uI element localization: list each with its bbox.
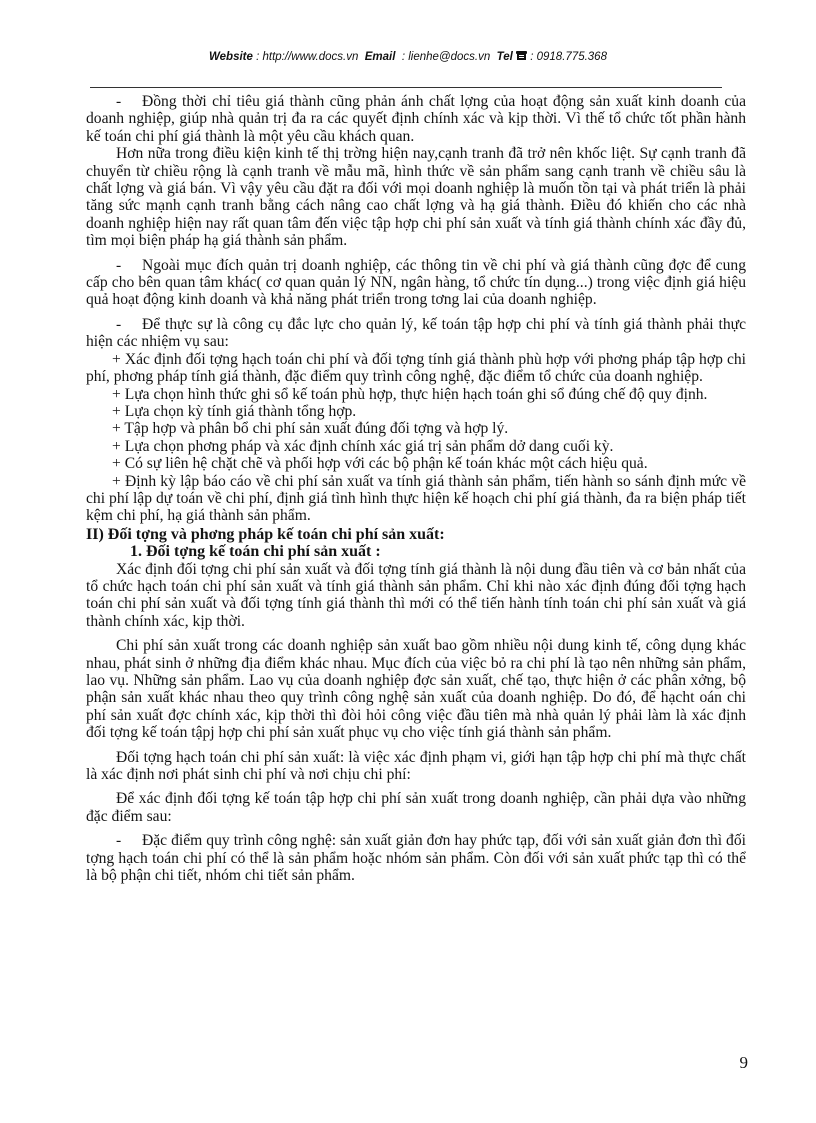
paragraph: Xác định đối tợng chi phí sản xuất và đối tợng tính giá thành là nội dung đầu tiên và cơ bản nhất của tổ chức hạch toán chi phí sản xuất và tính giá thành sản phẩm. Chỉ khi nào xác định đúng đối tợng hạch toán chi phí sản xuất và đối tợng tính giá thành thì mới có thể tiến hành tính toán chi phí sản xuất và giá thành chính xác, kịp thời. xyxy=(86,560,746,630)
page-header xyxy=(0,50,816,64)
page-number: 9 xyxy=(739,1053,748,1072)
list-item: + Xác định đối tợng hạch toán chi phí và đối tợng tính giá thành phù hợp với phơng pháp tập hợp chi phí, phơng pháp tính giá thành, đặc điểm quy trình công nghệ, đặc điểm tổ chức của doanh nghiệp. xyxy=(86,350,746,386)
website-value[interactable]: : http://www.docs.vn xyxy=(256,51,359,63)
list-item: + Lựa chọn phơng pháp và xác định chính xác giá trị sản phẩm dở dang cuối kỳ. xyxy=(112,437,614,455)
paragraph xyxy=(86,93,746,145)
subsection-heading: 1. Đối tợng kế toán chi phí sản xuất : xyxy=(130,543,381,561)
dash-bullet: - xyxy=(116,315,122,333)
dash-bullet: - xyxy=(116,93,122,110)
section-heading: II) Đối tợng và phơng pháp kế toán chi phí sản xuất: xyxy=(86,525,445,543)
list-item: + Tập hợp và phân bổ chi phí sản xuất đúng đối tợng và hợp lý. xyxy=(112,420,509,438)
list-item: + Có sự liên hệ chặt chẽ và phối hợp với các bộ phận kế toán khác một cách hiệu quả. xyxy=(112,455,648,473)
list-item: + Lựa chọn kỳ tính giá thành tổng hợp. xyxy=(112,402,357,420)
paragraph-text: Đồng thời chỉ tiêu giá thành cũng phản ánh chất lợng của hoạt động sản xuất kinh doanh của doanh nghiệp, giúp nhà quản trị đa ra các quyết định chính xác và kịp thời. Vì thế tổ chức tốt phần hành kế toán chi phí giá thành là một yêu cầu khách quan. xyxy=(86,93,746,145)
list-item: + Định kỳ lập báo cáo về chi phí sản xuất va tính giá thành sản phẩm, tiến hành so sánh định mức về chi phí lập dự toán về chi phí, định giá tình hình thực hiện kế hoạch chi phí giá thành, đa ra biện pháp tiết kệm chi phí, hạ giá thành sản phẩm. xyxy=(86,472,746,525)
email-label: Email xyxy=(364,51,396,63)
paragraph xyxy=(86,832,746,884)
header-divider xyxy=(90,87,722,88)
list-item: + Lựa chọn hình thức ghi sổ kế toán phù hợp, thực hiện hạch toán ghi sổ đúng chế độ quy định. xyxy=(112,385,708,403)
paragraph-text: Để thực sự là công cụ đắc lực cho quản lý, kế toán tập hợp chi phí và tính giá thành phải thực hiện các nhiệm vụ sau: xyxy=(86,315,746,351)
paragraph-text: Đặc điểm quy trình công nghệ: sản xuất giản đơn hay phức tạp, đối với sản xuất giản đơn thì đối tợng hạch toán chi phí có thể là sản phẩm hoặc nhóm sản phẩm. Còn đối với sản xuất phức tạp thì có thể là bộ phận chi tiết, nhóm chi tiết sản phẩm. xyxy=(86,832,746,885)
paragraph: Chi phí sản xuất trong các doanh nghiệp sản xuất bao gồm nhiều nội dung kinh tế, công dụng khác nhau, phát sinh ở những địa điểm khác nhau. Mục đích của việc bỏ ra chi phí là tạo nên những sản phẩm, lao vụ. Những sản phẩm. Lao vụ của doanh nghiệp đợc sản xuất, chế tạo, thực hiện ở các phân xởng, bộ phận sản xuất khác nhau theo quy trình công nghệ sản xuất của doanh nghiệp. Do đó, để hạcht oán chi phí sản xuất đợc chính xác, kịp thời thì đòi hỏi công việc đầu tiên mà nhà quản lý phải làm là xác định đối tợng kế toán tậpj hợp chi phí sản xuất phục vụ cho việc tính giá thành sản phẩm. xyxy=(86,637,746,742)
website-label: Website xyxy=(209,51,253,63)
paragraph: Đối tợng hạch toán chi phí sản xuất: là việc xác định phạm vi, giới hạn tập hợp chi phí mà thực chất là xác định nơi phát sinh chi phí và nơi chịu chi phí: xyxy=(86,748,746,784)
tel-value: : 0918.775.368 xyxy=(530,51,607,63)
paragraph xyxy=(86,257,746,309)
email-value[interactable]: : lienhe@docs.vn xyxy=(401,51,491,63)
phone-icon xyxy=(516,50,527,64)
document-body xyxy=(86,93,746,884)
paragraph xyxy=(86,316,746,351)
dash-bullet: - xyxy=(116,256,122,274)
paragraph: Để xác định đối tợng kế toán tập hợp chi phí sản xuất trong doanh nghiệp, cần phải dựa vào những đặc điểm sau: xyxy=(86,790,746,825)
paragraph: Hơn nữa trong điều kiện kinh tế thị trờng hiện nay,cạnh tranh đã trở nên khốc liệt. Sự cạnh tranh đã chuyển từ chiều rộng là cạnh tranh về mẫu mã, hình thức về sản phẩm sang cạnh tranh về chiều sâu là chất lợng và giá bán. Vì vậy yêu cầu đặt ra đối với mọi doanh nghiệp là muốn tồn tại và phát triển là phải tăng sức mạnh cạnh tranh bằng cách nâng cao chất lợng và hạ giá thành. Điều đó khiến cho các nhà doanh nghiệp hiện nay rất quan tâm đến việc tập hợp chi phí sản xuất và tính giá thành chính xác đầy đủ, tìm mọi biện pháp hạ giá thành sản phẩm. xyxy=(86,145,746,250)
tel-label: Tel xyxy=(496,51,513,63)
dash-bullet: - xyxy=(116,832,122,850)
paragraph-text: Ngoài mục đích quản trị doanh nghiệp, các thông tin về chi phí và giá thành cũng đợc để cung cấp cho bên quan tâm khác( cơ quan quản lý NN, ngân hàng, tổ chức tín dụng...) trong việc định giá hiệu quả hoạt động kinh doanh và khả năng phát triển trong tơng lai của doanh nghiệp. xyxy=(86,256,746,309)
